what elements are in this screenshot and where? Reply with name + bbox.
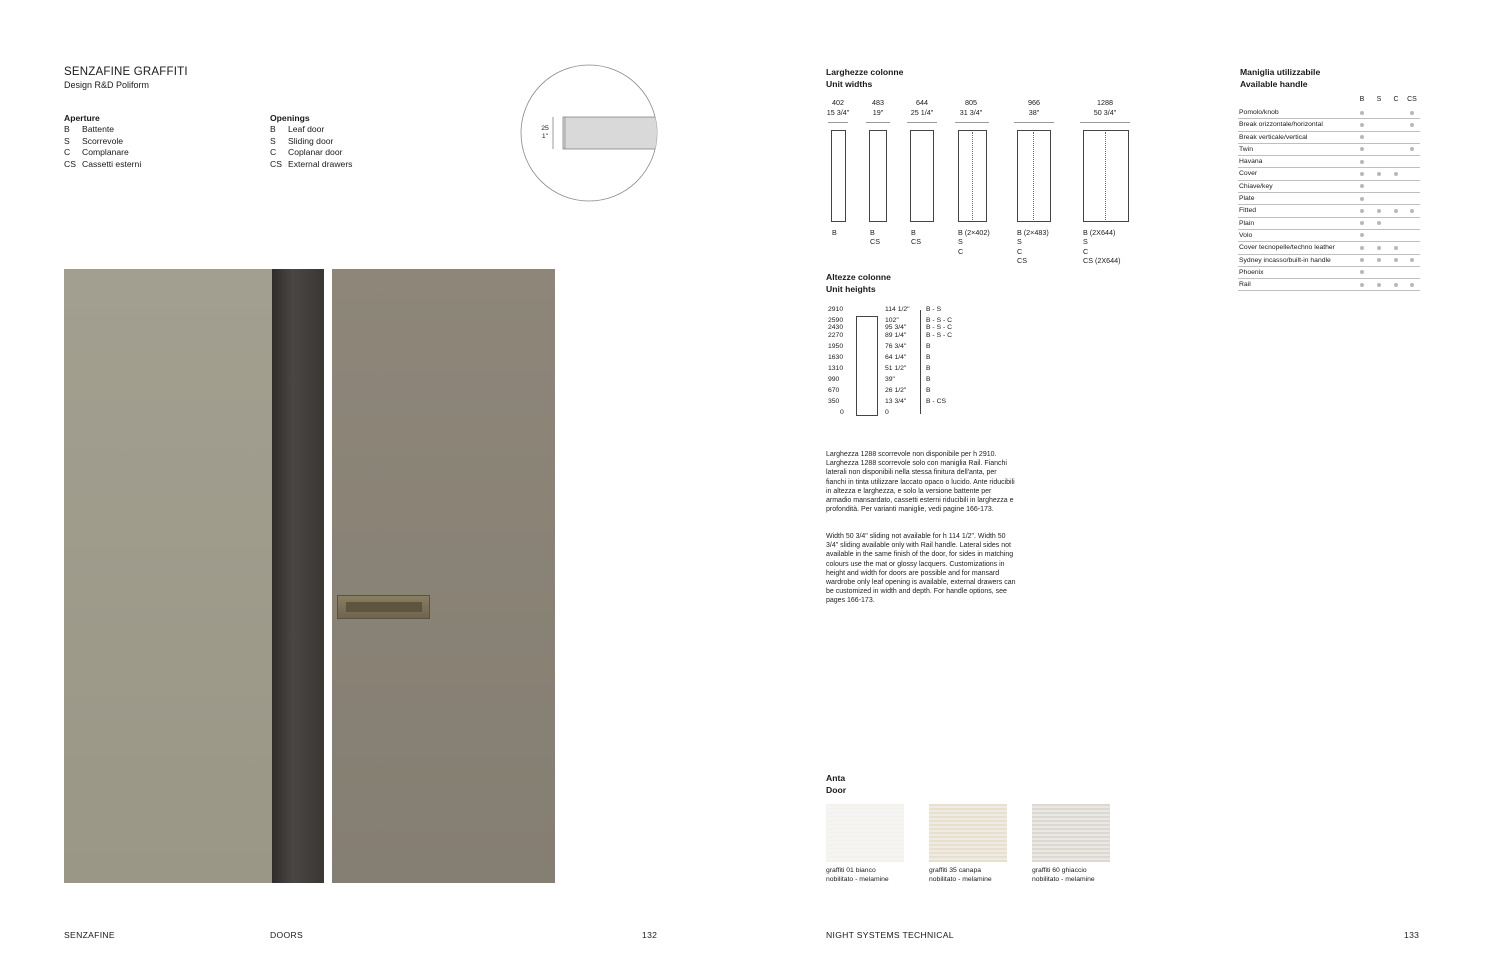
width-mm: 1288 [1097,98,1113,107]
handle-name: Phoenix [1239,268,1264,276]
legend-item: S Scorrevole [64,135,124,146]
handle-row [1238,119,1420,131]
height-row: 2270 89 1/4" B - S - C [828,332,953,339]
product-title: SENZAFINE GRAFFITI [64,66,188,78]
availability-dot [1360,123,1364,127]
legend-item: CS Cassetti esterni [64,158,142,169]
width-mm: 644 [916,98,928,107]
width-openings: B (2×402) S C [958,228,990,256]
height-row: 2590 102" B - S - C [828,317,953,324]
availability-dot [1360,111,1364,115]
handle-name: Twin [1239,145,1253,153]
widths-heading-en: Unit widths [826,79,873,89]
availability-dot [1394,209,1398,213]
handle-name: Sydney incasso/built-in handle [1239,256,1331,264]
profile-thickness-inch: 1" [541,133,549,140]
handle-name: Rail [1239,281,1251,289]
handle-name: Plain [1239,219,1255,227]
handle-row [1238,132,1420,144]
designer-credit: Design R&D Poliform [64,80,150,90]
width-mm: 402 [832,98,844,107]
height-row: 990 39" B [828,376,931,383]
handle-row [1238,279,1420,291]
availability-dot [1360,270,1364,274]
width-column-drawing [831,130,846,222]
handle-row [1238,230,1420,242]
width-inch: 15 3/4" [826,108,850,117]
availability-dot [1360,233,1364,237]
handle-row [1238,168,1420,180]
availability-dot [1360,147,1364,151]
availability-dot [1394,246,1398,250]
width-mm: 805 [965,98,977,107]
height-row: 2910 114 1/2" B - S [828,306,942,313]
notes-english: Width 50 3/4" sliding not available for h 114 1/2". Width 50 3/4" sliding available only with Rail handle. Lateral sides not available in the same finish of the door, for sides in matching colours use the mat or glossy lacquers. Customizations in height and width for doors are possible and for mansard wardrobe only leaf opening is available, external drawers can be customized in width and depth. For handle options, see pages 166-173. [826,533,1016,605]
handles-table [1238,96,1420,291]
availability-dot [1394,172,1398,176]
availability-dot [1377,283,1381,287]
height-row: 670 26 1/2" B [828,387,931,394]
handle-name: Pomolo/knob [1239,109,1279,116]
availability-dot [1394,258,1398,262]
door-heading-en: Door [826,785,847,795]
handles-heading-it: Maniglia utilizzabile [1240,67,1321,77]
width-openings: B (2×483) S C CS [1017,228,1049,266]
unit-heights-diagram [826,306,1026,421]
door-heading-it: Anta [826,773,846,783]
availability-dot [1360,160,1364,164]
legend-item: B Battente [64,124,115,135]
width-inch: 31 3/4" [959,108,983,117]
availability-dot [1394,283,1398,287]
width-mm: 966 [1028,98,1040,107]
door-panel-left [64,269,272,883]
availability-dot [1360,221,1364,225]
availability-dot [1410,147,1414,151]
width-inch: 50 3/4" [1093,108,1117,117]
availability-dot [1360,172,1364,176]
handle-row [1238,107,1420,119]
width-openings: B (2X644) S C CS (2X644) [1083,228,1121,266]
widths-heading-it: Larghezze colonne [826,67,904,77]
width-column-drawing [1083,130,1129,222]
handle-name: Chiave/key [1239,182,1273,190]
swatch-graffiti-60 [1032,804,1110,862]
availability-dot [1410,123,1414,127]
width-openings: B CS [911,228,921,247]
page-number-right: 133 [1404,930,1420,940]
handle-name: Havana [1239,158,1263,166]
handle-name: Fitted [1239,207,1256,215]
swatch-caption: graffiti 60 ghiaccio nobilitato - melamine [1032,867,1095,883]
notes-italian: Larghezza 1288 scorrevole non disponibile per h 2910. Larghezza 1288 scorrevole solo con maniglia Rail. Fianchi laterali non disponibili nella stessa finitura dell'anta, per fianchi in tinta utilizzare laccato opaco o lucido. Ante riducibili in altezza e larghezza, e solo la versione battente per armadio mansardato, cassetti esterni riducibili in larghezza e profondità. Per varianti maniglie, vedi pagine 166-173. [826,451,1015,514]
legend-item: C Coplanar door [270,147,343,158]
availability-dot [1377,209,1381,213]
profile-detail-diagram [520,63,660,203]
availability-dot [1377,172,1381,176]
availability-dot [1360,258,1364,262]
unit-widths-diagram [808,98,1138,268]
swatch-graffiti-01 [826,804,904,862]
legend-item: B Leaf door [270,124,325,135]
handle-row [1238,267,1420,279]
openings-legend [270,113,352,170]
availability-dot [1360,135,1364,139]
handle-row [1238,218,1420,230]
swatch-graffiti-35 [929,804,1007,862]
legend-item: S Sliding door [270,135,334,146]
availability-dot [1410,283,1414,287]
handles-table-header: B S C CS [1359,96,1417,103]
footer-section: SENZAFINE [64,930,115,940]
handle-name: Break orizzontale/horizontal [1239,121,1323,129]
handle-row [1238,193,1420,205]
handles-heading-en: Available handle [1240,79,1308,89]
handle-row [1238,242,1420,254]
handle-row [1238,156,1420,168]
width-openings: B CS [870,228,880,247]
door-divider-profile [272,269,324,883]
availability-dot [1360,197,1364,201]
door-handle [337,595,430,619]
height-row: 0 0 [840,409,889,416]
door-photo [64,269,555,883]
width-mm: 483 [872,98,884,107]
handle-row [1238,181,1420,193]
availability-dot [1410,111,1414,115]
openings-heading: Openings [270,113,310,123]
width-column-drawing [1017,130,1051,222]
availability-dot [1410,258,1414,262]
handle-name: Break verticale/vertical [1239,133,1308,141]
handle-row [1238,255,1420,267]
availability-dot [1360,184,1364,188]
footer-section-right: NIGHT SYSTEMS TECHNICAL [826,930,954,940]
handle-row [1238,144,1420,156]
height-row: 350 13 3/4" B - CS [828,398,947,405]
availability-dot [1360,283,1364,287]
width-column-drawing [869,130,887,222]
height-row: 1310 51 1/2" B [828,365,931,372]
height-row: 1950 76 3/4" B [828,343,931,350]
page-number: 132 [642,930,658,940]
legend-item: C Complanare [64,147,129,158]
handle-name: Cover [1239,170,1258,178]
availability-dot [1377,258,1381,262]
door-panel-right [332,269,555,883]
legend-item: CS External drawers [270,158,353,169]
availability-dot [1360,209,1364,213]
aperture-heading: Aperture [64,113,100,123]
heights-heading-it: Altezze colonne [826,272,891,282]
swatch-caption: graffiti 01 bianco nobilitato - melamine [826,867,889,883]
swatch-caption: graffiti 35 canapa nobilitato - melamine [929,867,992,883]
height-row: 1630 64 1/4" B [828,354,931,361]
aperture-legend [64,113,141,170]
handle-name: Plate [1239,195,1255,203]
handle-name: Cover tecnopelle/techno leather [1239,244,1335,252]
handle-row [1238,205,1420,217]
availability-dot [1377,246,1381,250]
width-inch: 25 1/4" [910,108,934,117]
availability-dot [1410,209,1414,213]
width-inch: 38" [1028,108,1040,117]
width-inch: 19" [872,108,884,117]
availability-dot [1377,221,1381,225]
heights-heading-en: Unit heights [826,284,876,294]
footer-category: DOORS [270,930,304,940]
height-row: 2430 95 3/4" B - S - C [828,324,953,331]
profile-thickness-mm: 25 [541,125,549,132]
availability-dot [1360,246,1364,250]
width-column-drawing [910,130,934,222]
handle-name: Volo [1239,231,1253,239]
width-openings: B [832,228,837,237]
